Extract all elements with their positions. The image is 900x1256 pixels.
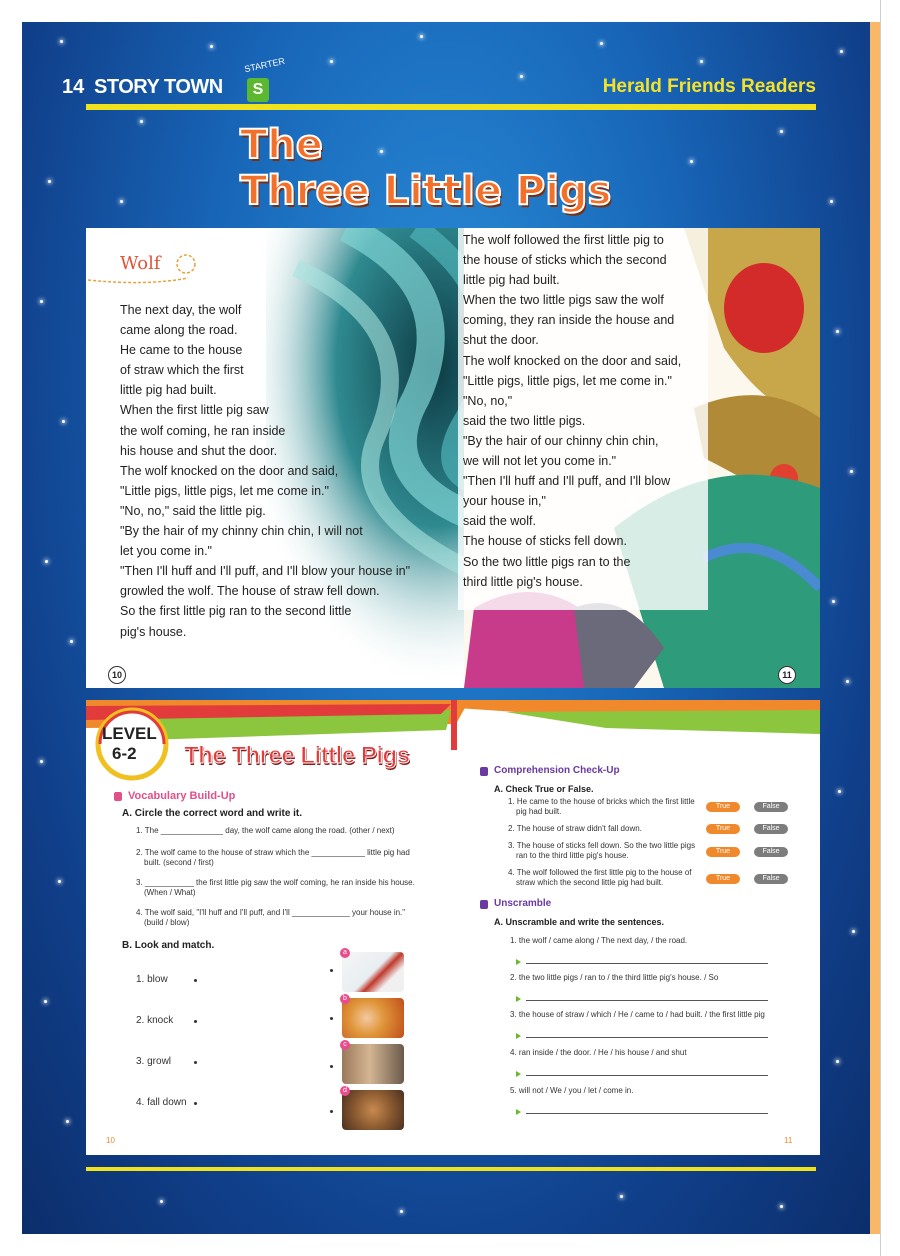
answer-line[interactable] — [526, 1075, 768, 1076]
unscramble-prompt: 3. the house of straw / which / He / came to / had built. / the first little pig — [510, 1010, 765, 1019]
unscramble-subtitle: A. Unscramble and write the sentences. — [494, 917, 665, 927]
story-line: The wolf knocked on the door and said, — [463, 353, 682, 368]
unscramble-prompt: 5. will not / We / you / let / come in. — [510, 1086, 634, 1095]
arrow-icon — [516, 959, 521, 965]
story-text-right — [463, 230, 681, 592]
brand-title: Herald Friends Readers — [602, 76, 816, 97]
answer-line[interactable] — [526, 1000, 768, 1001]
page-header — [62, 55, 816, 110]
tf-statement — [508, 797, 695, 817]
series-title: STORY TOWN — [94, 76, 223, 98]
photo-blowing-girl — [342, 998, 404, 1038]
story-line: The wolf followed the first little pig to — [463, 233, 664, 247]
true-button[interactable]: True — [706, 874, 740, 884]
vocab-question — [136, 848, 410, 868]
story-line: the wolf coming, he ran inside — [120, 423, 286, 438]
match-dot[interactable] — [330, 1017, 333, 1020]
arrow-icon — [516, 1033, 521, 1039]
workbook-title: The Three Little Pigs — [184, 742, 410, 769]
true-false-title: A. Check True or False. — [494, 784, 594, 794]
false-button[interactable]: False — [754, 802, 788, 812]
arrow-icon — [516, 1109, 521, 1115]
story-line: the house of sticks which the second — [463, 253, 667, 268]
workbook-page-number-right: 11 — [784, 1136, 793, 1145]
workbook-page-number-left: 10 — [106, 1136, 115, 1145]
match-dot[interactable] — [194, 1020, 197, 1023]
question-text: 1. The ______________ day, the wolf came along the road. (other / next) — [136, 826, 395, 835]
comprehension-title: Comprehension Check-Up — [494, 765, 620, 776]
photo-label: b — [340, 994, 350, 1004]
statement-text: ran to the third little pig's house. — [516, 851, 629, 860]
story-line: "By the hair of my chinny chin chin, I will not — [120, 524, 363, 539]
story-line: pig's house. — [120, 624, 187, 639]
vocab-section-title: Vocabulary Build-Up — [128, 790, 236, 802]
speaker-label: Wolf — [120, 253, 161, 274]
story-line: "Little pigs, little pigs, let me come in." — [463, 373, 672, 388]
false-button[interactable]: False — [754, 847, 788, 857]
story-line: said the two little pigs. — [463, 413, 586, 428]
tf-statement — [508, 868, 692, 888]
story-line: The wolf knocked on the door and said, — [120, 463, 339, 478]
statement-text: pig had built. — [516, 807, 562, 816]
magazine-page-number: 14 — [62, 76, 85, 98]
photo-label: d — [340, 1086, 350, 1096]
question-options: built. (second / first) — [144, 858, 214, 867]
match-dot[interactable] — [194, 1061, 197, 1064]
match-dot[interactable] — [330, 1065, 333, 1068]
story-page-number-right: 11 — [778, 666, 796, 684]
title-line-2: Three Little Pigs — [240, 168, 612, 214]
story-line: The house of sticks fell down. — [463, 534, 627, 549]
level-number: 6-2 — [112, 744, 137, 763]
arrow-icon — [516, 1071, 521, 1077]
arrow-icon — [516, 996, 521, 1002]
photo-blowing-snow — [342, 952, 404, 992]
story-line: So the two little pigs ran to the — [463, 554, 631, 569]
false-button[interactable]: False — [754, 874, 788, 884]
photo-growling-lion — [342, 1090, 404, 1130]
question-text: 3. ___________ the first little pig saw the wolf coming, he ran inside his house. — [136, 878, 415, 887]
story-line: said the wolf. — [463, 514, 536, 529]
answer-line[interactable] — [526, 963, 768, 964]
true-button[interactable]: True — [706, 802, 740, 812]
statement-text: 4. The wolf followed the first little pig to the house of — [508, 868, 692, 877]
story-line: shut the door. — [463, 333, 539, 348]
header-rule — [86, 104, 816, 110]
section-b-title: B. Look and match. — [122, 940, 215, 951]
story-line: growled the wolf. The house of straw fell down. — [120, 584, 380, 599]
statement-text: 1. He came to the house of bricks which the first little — [508, 797, 695, 806]
story-line: So the first little pig ran to the second little — [120, 604, 352, 619]
vocab-question — [136, 908, 405, 928]
match-dot[interactable] — [330, 969, 333, 972]
statement-text: 2. The house of straw didn't fall down. — [508, 824, 642, 833]
vocab-question — [136, 878, 415, 898]
tf-statement — [508, 841, 695, 861]
story-line: When the first little pig saw — [120, 403, 269, 418]
match-word: 2. knock — [136, 1015, 174, 1026]
unscramble-prompt: 1. the wolf / came along / The next day, / the road. — [510, 936, 688, 945]
starter-level-badge: S — [247, 78, 269, 102]
statement-text: straw which the second little pig had built. — [516, 878, 664, 887]
story-line: your house in," — [463, 494, 546, 509]
title-line-1: The — [240, 122, 323, 168]
story-line: his house and shut the door. — [120, 443, 278, 458]
workbook-spread — [86, 700, 820, 1155]
story-line: coming, they ran inside the house and — [463, 313, 675, 328]
story-line: of straw which the first — [120, 363, 244, 378]
false-button[interactable]: False — [754, 824, 788, 834]
section-a-title: A. Circle the correct word and write it. — [122, 808, 303, 819]
book-icon — [480, 767, 488, 776]
unscramble-prompt: 2. the two little pigs / ran to / the third little pig's house. / So — [510, 973, 719, 982]
vocab-question — [136, 826, 395, 836]
match-dot[interactable] — [330, 1110, 333, 1113]
story-line: "Then I'll huff and I'll puff, and I'll blow — [463, 474, 671, 489]
question-options: (build / blow) — [144, 918, 190, 927]
story-line: "Little pigs, little pigs, let me come in." — [120, 483, 329, 498]
story-line: "No, no," said the little pig. — [120, 503, 266, 518]
story-line: He came to the house — [120, 343, 243, 358]
match-dot[interactable] — [194, 979, 197, 982]
unscramble-title: Unscramble — [494, 898, 552, 909]
story-line: we will not let you come in." — [463, 454, 617, 469]
story-line: third little pig's house. — [463, 574, 583, 589]
story-line: "No, no," — [463, 393, 513, 408]
true-button[interactable]: True — [706, 847, 740, 857]
question-text: 4. The wolf said, "I'll huff and I'll puff, and I'll _____________ your house in." — [136, 908, 406, 917]
photo-label: a — [340, 948, 350, 958]
story-line: The next day, the wolf — [120, 303, 242, 317]
story-line: When the two little pigs saw the wolf — [463, 293, 664, 308]
starter-label: STARTER — [243, 55, 286, 75]
story-line: "Then I'll huff and I'll puff, and I'll blow your house in" — [120, 564, 411, 579]
story-line: little pig had built. — [120, 383, 217, 398]
story-spread — [86, 228, 820, 688]
answer-line[interactable] — [526, 1037, 768, 1038]
answer-line[interactable] — [526, 1113, 768, 1114]
story-line: let you come in." — [120, 544, 212, 559]
story-line: came along the road. — [120, 323, 238, 338]
main-title — [240, 122, 611, 214]
tf-statement — [508, 824, 642, 834]
match-word: 4. fall down — [136, 1097, 187, 1108]
photo-knocking-door — [342, 1044, 404, 1084]
book-icon — [114, 792, 122, 801]
unscramble-prompt: 4. ran inside / the door. / He / his house / and shut — [510, 1048, 687, 1057]
true-button[interactable]: True — [706, 824, 740, 834]
match-word: 3. growl — [136, 1056, 172, 1067]
level-label: LEVEL — [102, 724, 157, 743]
question-text: 2. The wolf came to the house of straw which the ____________ little pig had — [136, 848, 410, 857]
photo-label: c — [340, 1040, 350, 1050]
story-line: little pig had built. — [463, 273, 560, 288]
match-dot[interactable] — [194, 1102, 197, 1105]
book-icon — [480, 900, 488, 909]
story-text-left — [120, 300, 410, 642]
question-options: (When / What) — [144, 888, 196, 897]
story-page-number-left: 10 — [108, 666, 126, 684]
match-word: 1. blow — [136, 974, 168, 985]
statement-text: 3. The house of sticks fell down. So the two little pigs — [508, 841, 696, 850]
story-line: "By the hair of our chinny chin chin, — [463, 433, 659, 448]
footer-rule — [86, 1167, 816, 1171]
